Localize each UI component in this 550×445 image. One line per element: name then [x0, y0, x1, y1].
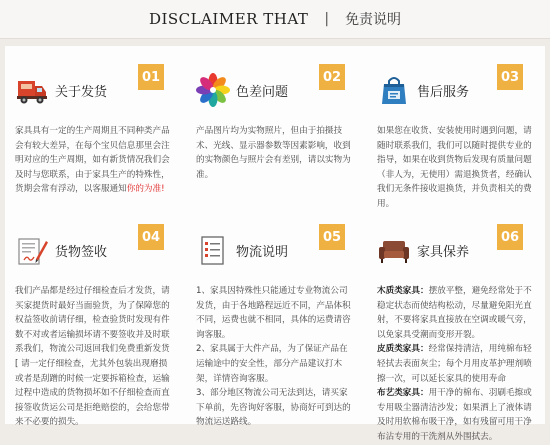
header-bar [0, 0, 550, 39]
shopping-bag-icon [377, 73, 411, 107]
card-body-text: 1、家具因特殊性只能通过专业物流公司发货，由于各地路程远近不同，产品体积不同，运费也就不相同，具体的运费请咨询客服。 2、家具属于大件产品，为了保证产品在运输途中的安全性，部分产品建议打木架，详情咨询客服。 3、部分地区物流公司无法到达，请买家下单前，先咨询好客服，协商好可到达的物流运送路线。 [196, 286, 351, 428]
content-panel [5, 46, 545, 442]
card-after-sales [367, 46, 545, 209]
section-text-wood: 摆放平整，避免经常处于不稳定状态而使结构松动，尽量避免阳光直射，不要将家具直接放在空调或暖气旁，以免家具受潮而变形开裂。 [377, 286, 532, 340]
card-title: 售后服务 [417, 84, 470, 100]
header-title-en: DISCLAIMER THAT [148, 10, 309, 28]
card-body: 木质类家具：摆放平整，避免经常处于不稳定状态而使结构松动，尽量避免阳光直射，不要将家具直接放在空调或暖气旁，以免家具受潮而变形开裂。 皮质类家具：经常保持清洁，用纯棉布轻轻拭去表面灰尘；每个月用皮革护理剂喷擦一次，可以延长家具的使用寿命 布艺类家具：用干净的棉布、羽刷毛擦或专用吸尘器清洁沙发；如果洒上了液体请及时用软棉布吸干净，如有残留可用干净布沾专用的干洗剂从外围拭去。 [377, 286, 532, 442]
card-delivery [5, 46, 186, 206]
section-label-fabric: 布艺类家具 [377, 388, 420, 399]
card-header [377, 46, 539, 120]
header-title-cn: 免责说明 [345, 12, 402, 28]
section-text-fabric: 用干净的棉布、羽刷毛擦或专用吸尘器清洁沙发；如果洒上了液体请及时用软棉布吸干净，如有残留可用干净布沾专用的干洗剂从外围拭去。 [377, 388, 532, 442]
number-badge: 05 [319, 224, 345, 250]
section-text-leather: 经常保持清洁，用纯棉布轻轻拭去表面灰尘；每个月用皮革护理剂喷擦一次，可以延长家具的使用寿命 [377, 344, 532, 384]
card-body-text: 产品图片均为实物照片，但由于拍摄技术、光线、显示器参数等因素影响，收到的实物颜色与照片会有差别，请以实物为准。 [196, 126, 351, 180]
number-badge: 04 [138, 224, 164, 250]
card-header [15, 206, 180, 280]
card-color-diff [186, 46, 367, 206]
section-label-wood: 木质类家具 [377, 286, 420, 296]
card-grid [5, 46, 545, 442]
card-goods-receipt [5, 206, 186, 428]
sofa-icon [377, 233, 411, 267]
card-title: 家具保养 [417, 244, 470, 260]
highlight-text: 你的为准! [126, 184, 165, 195]
card-header [196, 46, 361, 120]
card-header [377, 206, 539, 280]
number-badge: 03 [497, 64, 523, 90]
card-furniture-care [367, 206, 545, 442]
card-body-text: 我们产品都是经过仔细检查后才发货，请买家提货时最好当面验货，为了保障您的权益签收前请仔细，检查验货时发现有件数不对或者运输损坏请不要签收并及时联系我们，物流公司返回我们免费重新发货 [ 请一定仔细检查，尤其外包装出现磨损或者是刮蹭的时候一定要拆箱检查，运输过程中造成的货物损坏如不仔细检查而直接签收货运公司是拒绝赔偿的，会给您带来不必要的损失。 [15, 286, 170, 428]
number-badge: 02 [319, 64, 345, 90]
section-label-leather: 皮质类家具 [377, 344, 420, 355]
card-header [196, 206, 361, 280]
color-wheel-icon [196, 73, 230, 107]
card-title: 关于发货 [55, 84, 108, 100]
delivery-truck-icon [15, 73, 49, 107]
document-list-icon [196, 233, 230, 267]
card-logistics [186, 206, 367, 428]
card-body-text: 如果您在收货、安装使用时遇到问题，请随时联系我们，我们可以随时提供专业的指导，如果在收到货物后发现有质量问题（非人为，无使用）需退换货者，经确认我们无条件接收退换货，并负责相关的费用。 [377, 126, 532, 209]
card-title: 色差问题 [236, 84, 289, 100]
number-badge: 06 [497, 224, 523, 250]
card-header [15, 46, 180, 120]
pen-sign-icon [15, 233, 49, 267]
card-title: 物流说明 [236, 244, 289, 260]
card-body [15, 124, 180, 197]
header-separator: | [324, 11, 330, 27]
number-badge: 01 [138, 64, 164, 90]
card-body-text: 家具具有一定的生产周期且不同种类产品会有较大差异，在每个宝贝信息那里会注明对应的生产周期，如有新货情况我们会及时与您联系，由于家具生产的特殊性，货期会常有浮动，以客服通知 [15, 126, 170, 195]
card-title: 货物签收 [55, 244, 108, 260]
